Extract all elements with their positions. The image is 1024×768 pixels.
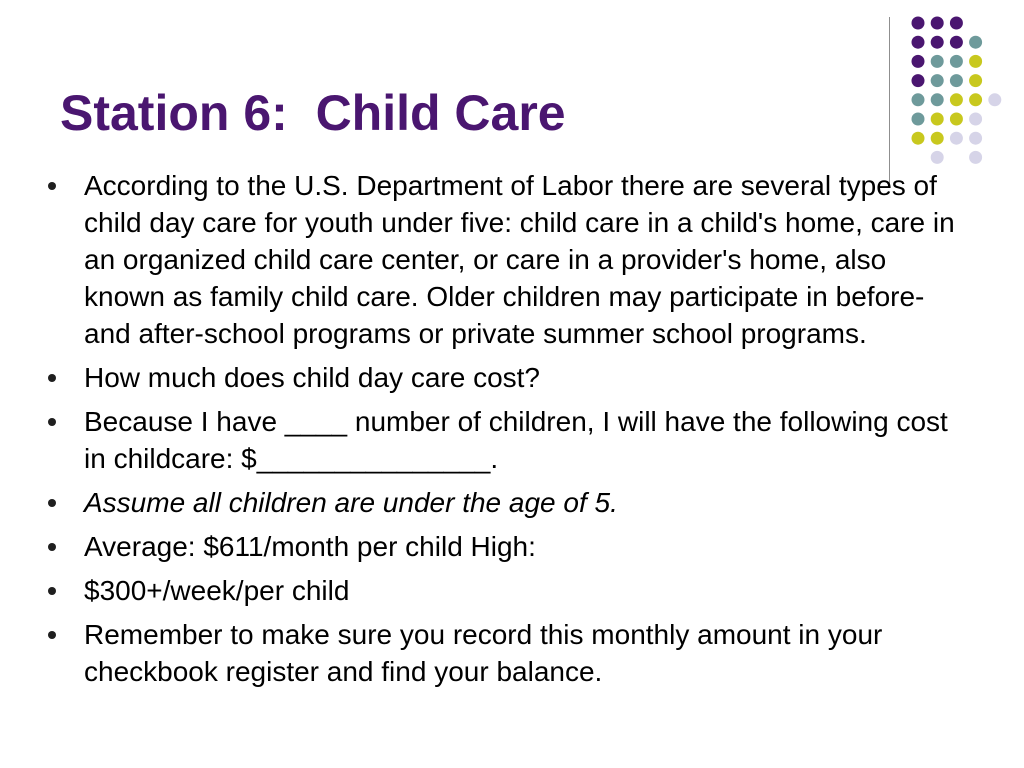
bullet-text: How much does child day care cost? — [84, 362, 540, 393]
bullet-dot-icon — [48, 418, 56, 426]
decor-dot — [912, 93, 925, 106]
bullet-dot-icon — [48, 182, 56, 190]
decor-dot — [969, 74, 982, 87]
bullet-text: $300+/week/per child — [84, 575, 350, 606]
decor-dot — [969, 93, 982, 106]
decor-dot — [931, 36, 944, 49]
bullet-item — [48, 403, 963, 477]
bullet-dot-icon — [48, 587, 56, 595]
decor-dot — [931, 74, 944, 87]
decor-dot — [950, 132, 963, 145]
decor-dot — [931, 93, 944, 106]
decor-dot — [912, 55, 925, 68]
bullet-dot-icon — [48, 374, 56, 382]
slide-title: Station 6: Child Care — [60, 85, 566, 141]
decor-dot — [950, 74, 963, 87]
decor-dot — [969, 36, 982, 49]
bullet-text: Because I have ____ number of children, I will have the following cost in childcare: $_______________. — [84, 406, 948, 474]
decor-dot — [950, 113, 963, 126]
decor-dot — [931, 55, 944, 68]
bullet-text: Average: $611/month per child High: — [84, 531, 536, 562]
decor-dot — [912, 36, 925, 49]
decor-dot — [950, 93, 963, 106]
bullet-dot-icon — [48, 543, 56, 551]
bullet-item — [48, 484, 963, 521]
decor-dot — [912, 132, 925, 145]
bullet-item — [48, 572, 963, 609]
bullet-dot-icon — [48, 499, 56, 507]
decor-dot — [912, 17, 925, 30]
bullet-text: Remember to make sure you record this monthly amount in your checkbook register and find your balance. — [84, 619, 883, 687]
decor-dot — [969, 113, 982, 126]
decor-dot — [931, 113, 944, 126]
decor-dot — [969, 151, 982, 164]
bullet-text: Assume all children are under the age of 5. — [84, 487, 618, 518]
decor-dot — [931, 132, 944, 145]
decor-dot — [912, 113, 925, 126]
decor-dot — [931, 151, 944, 164]
bullet-item — [48, 167, 963, 352]
decor-dot — [912, 74, 925, 87]
decor-dot — [969, 55, 982, 68]
decor-dot — [950, 36, 963, 49]
bullet-dot-icon — [48, 631, 56, 639]
decor-dot — [988, 93, 1001, 106]
decor-dot — [969, 132, 982, 145]
bullet-item — [48, 359, 963, 396]
bullet-item — [48, 616, 963, 690]
decor-dot — [950, 17, 963, 30]
bullet-item — [48, 528, 963, 565]
bullet-text: According to the U.S. Department of Labor there are several types of child day care for youth under five: child care in a child's home, care in an organized child care center, or care in a provider's home, also known as family child care. Older children may participate in before- and after-school programs or private summer school programs. — [84, 170, 955, 349]
decor-dot — [931, 17, 944, 30]
decor-dot — [950, 55, 963, 68]
bullet-list — [48, 167, 963, 697]
